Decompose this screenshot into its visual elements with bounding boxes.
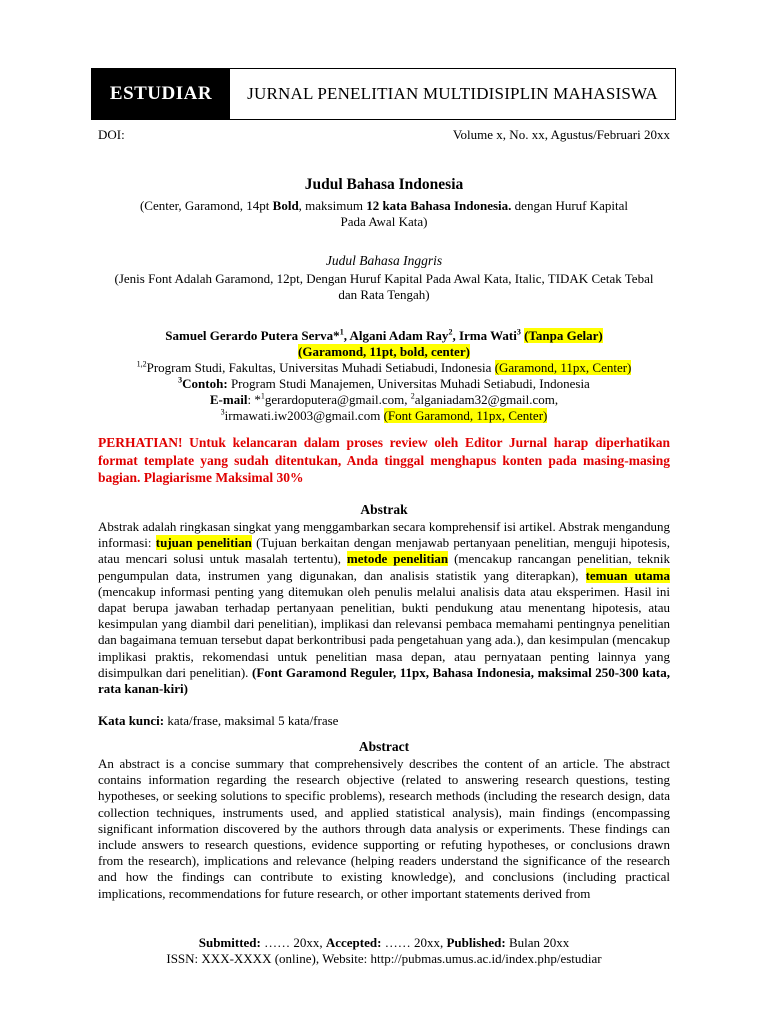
submission-dates: Submitted: …… 20xx, Accepted: …… 20xx, Published: Bulan 20xx <box>198 935 570 950</box>
journal-header <box>91 68 676 120</box>
email-line: E-mail: *$^1$gerardoputera@gmail.com, $^2$alganiadam32@gmail.com, <box>209 391 559 407</box>
page-title: Judul Bahasa Indonesia <box>304 176 464 193</box>
warning-notice: PERHATIAN! Untuk kelancaran dalam proses review oleh Editor Jurnal harap diperhatikan format template yang sudah ditentukan, Anda tinggal menghapus konten pada masing-masing bagian. Plagiarisme Maksimal 30% <box>98 435 670 485</box>
volume-info: Volume x, No. xx, Agustus/Februari 20xx <box>452 127 670 142</box>
author-format-note: (Garamond, 11pt, bold, center) <box>298 344 470 359</box>
affiliation-1: $^{1,2}$Program Studi, Fakultas, Universitas Muhadi Setiabudi, Indonesia (Garamond, 11px, Center) <box>136 359 632 375</box>
abstract-section <box>98 739 670 902</box>
journal-brand: ESTUDIAR <box>92 69 230 119</box>
title-english <box>98 253 670 303</box>
abstrak-body: Abstrak adalah ringkasan singkat yang menggambarkan secara komprehensif isi artikel. Abstrak mengandung informasi: tujuan penelitian (Tujuan berkaitan dengan menjawab pertanyaan penelitian, menguji hipotesis, atau mencari solusi untuk masalah tertentu), metode penelitian (mencakup rancangan penelitian, teknik pengumpulan data, instrumen yang digunakan, dan analisis statistik yang diterapkan), temuan utama (mencakup informasi penting yang ditemukan oleh penulis melalui analisis data atau eksperimen. Hasil ini dapat berupa jawaban terhadap pertanyaan penelitian, bukti pendukung atau menentang hipotesis, atau kesimpulan yang diambil dari penelitian), implikasi dan relevansi pembaca memahami pentingnya penelitian dan bagaimana temuan tersebut dapat berkontribusi pada pengetahuan yang ada.), dan kesimpulan (mencakup implikasi praktis, rekomendasi untuk penelitian masa depan, atau pernyataan penting lainnya yang disimpulkan dari penelitian). (Font Garamond Reguler, 11px, Bahasa Indonesia, maksimal 250-300 kata, rata kanan-kiri) <box>98 519 671 697</box>
abstract-body: An abstract is a concise summary that comprehensively describes the content of an article. The abstract contains information regarding the research objective (related to answering research questions, testing hypotheses, or seeking solutions to specific problems), research methods (including the research design, data collection techniques, instruments used, and applied statistical analysis), main findings (encompassing significant information discovered by the authors through data analysis or experiments. These findings can include answers to research questions, evidence supporting or refuting hypotheses, or conclusions drawn from the research), implications and relevance (helping readers understand the significance of the research and how the findings can contribute to existing knowledge), and conclusions (including practical implications, recommendations for future research, or other important statements derived from <box>98 756 670 901</box>
affiliation-2: $^3$Contoh: Program Studi Manajemen, Universitas Muhadi Setiabudi, Indonesia <box>178 375 590 391</box>
abstract-heading: Abstract <box>358 739 410 754</box>
title-indonesia <box>98 176 670 230</box>
author-block <box>98 328 670 424</box>
english-title: Judul Bahasa Inggris <box>325 253 443 268</box>
doi-label: DOI: <box>98 127 125 142</box>
journal-name: JURNAL PENELITIAN MULTIDISIPLIN MAHASISWA <box>247 84 658 103</box>
title-note: (Center, Garamond, 14pt Bold, maksimum 12 kata Bahasa Indonesia. dengan Huruf Kapital Pada Awal Kata) <box>139 198 629 229</box>
english-title-note: (Jenis Font Adalah Garamond, 12pt, Dengan Huruf Kapital Pada Awal Kata, Italic, TIDAK Cetak Tebal dan Rata Tengah) <box>114 271 654 302</box>
doi-row <box>98 127 670 143</box>
keywords-line: Kata kunci: kata/frase, maksimal 5 kata/frase <box>98 713 339 728</box>
issn-line: ISSN: XXX-XXXX (online), Website: http://pubmas.umus.ac.id/index.php/estudiar <box>166 951 602 966</box>
email-line-2: $^3$irmawati.iw2003@gmail.com (Font Garamond, 11px, Center) <box>220 407 548 423</box>
abstrak-section <box>98 502 670 697</box>
authors-line: Samuel Gerardo Putera Serva*$^1$, Algani Adam Ray$^2$, Irma Wati$^3$ (Tanpa Gelar) <box>165 327 603 343</box>
abstrak-heading: Abstrak <box>360 502 408 517</box>
